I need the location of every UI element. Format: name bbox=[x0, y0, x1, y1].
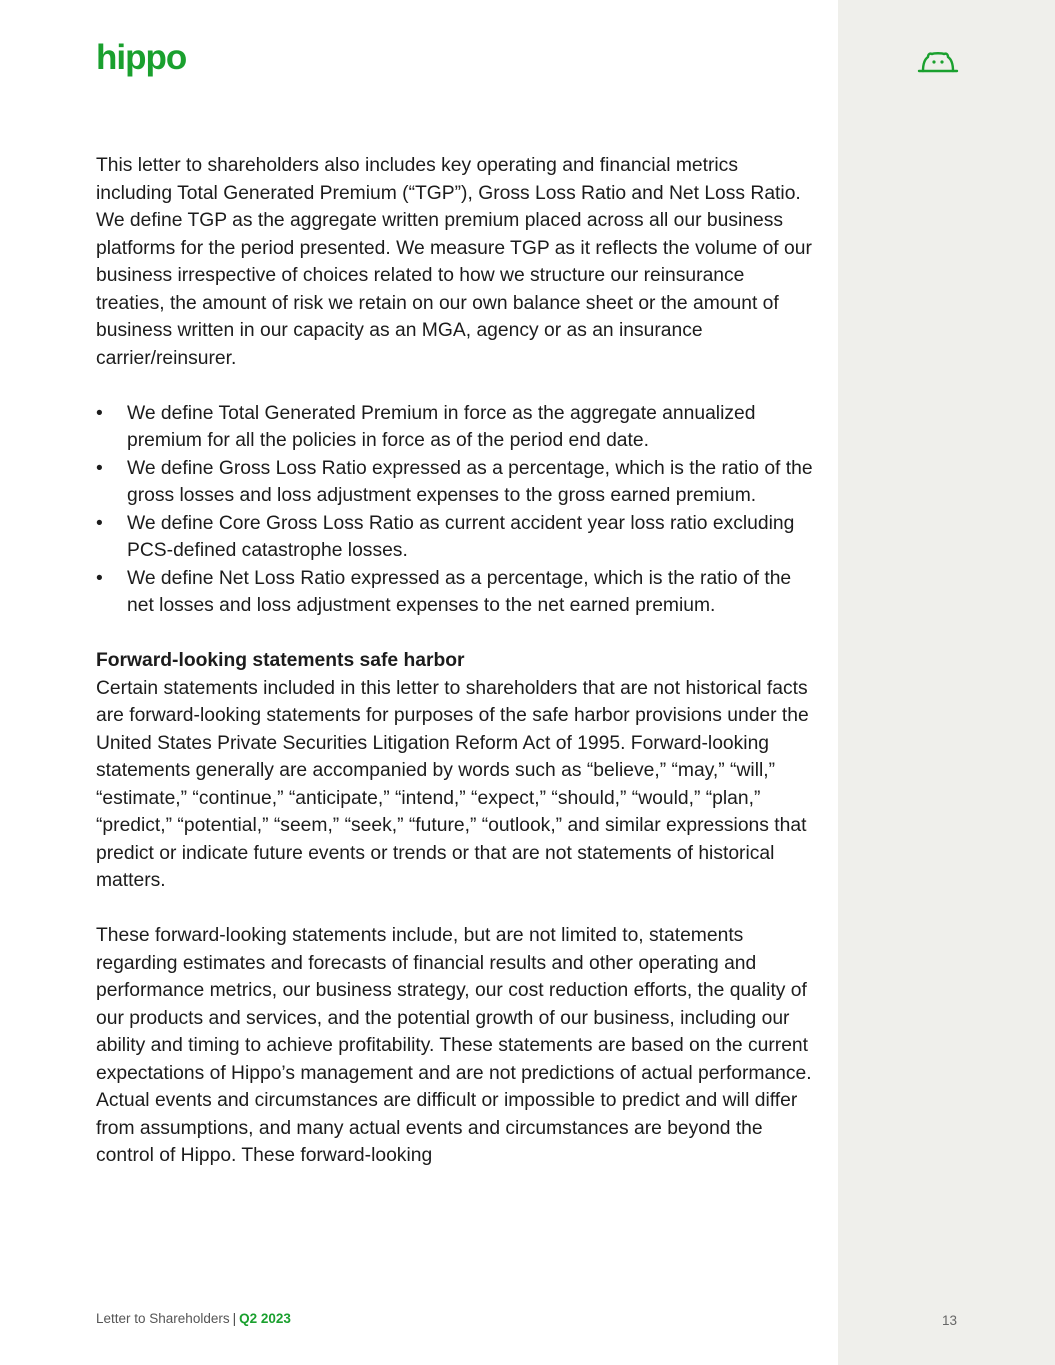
list-item bbox=[96, 510, 816, 565]
bullet-icon: • bbox=[96, 402, 103, 424]
list-item bbox=[96, 565, 816, 620]
footer-doc-title: Letter to Shareholders bbox=[96, 1311, 230, 1326]
bullet-icon: • bbox=[96, 457, 103, 479]
list-item bbox=[96, 455, 816, 510]
footer-quarter: Q2 2023 bbox=[239, 1311, 291, 1326]
page-number: 13 bbox=[942, 1313, 958, 1328]
definitions-list bbox=[96, 400, 816, 620]
bullet-icon: • bbox=[96, 567, 103, 589]
list-item-text: We define Total Generated Premium in force as the aggregate annualized premium for all the policies in force as of the period end date. bbox=[127, 402, 756, 451]
list-item-text: We define Gross Loss Ratio expressed as a percentage, which is the ratio of the gross losses and loss adjustment expenses to the gross earned premium. bbox=[127, 457, 813, 506]
forward-looking-paragraph: These forward-looking statements include, but are not limited to, statements regarding estimates and forecasts of financial results and other operating and performance metrics, our business strategy, our cost reduction efforts, the quality of our products and services, and the potential growth of our business, including our ability and timing to achieve profitability. These statements are based on the current expectations of Hippo’s management and are not predictions of actual performance. Actual events and circumstances are difficult or impossible to predict and will differ from assumptions, and many actual events and circumstances are beyond the control of Hippo. These forward-looking bbox=[96, 925, 812, 1166]
safe-harbor-paragraph: Certain statements included in this letter to shareholders that are not historical facts are forward-looking statements for purposes of the safe harbor provisions under the United States Private Securities Litigation Reform Act of 1995. Forward-looking statements generally are accompanied by words such as “believe,” “may,” “will,” “estimate,” “continue,” “anticipate,” “intend,” “expect,” “should,” “would,” “plan,” “predict,” “potential,” “seem,” “seek,” “future,” “outlook,” and similar expressions that predict or indicate future events or trends or that are not statements of historical matters. bbox=[96, 677, 809, 891]
right-sidebar-panel bbox=[838, 0, 1055, 1365]
section-heading: Forward-looking statements safe harbor bbox=[96, 650, 465, 671]
hippo-logo: hippo bbox=[96, 38, 187, 77]
main-content bbox=[96, 152, 816, 1170]
list-item bbox=[96, 400, 816, 455]
bullet-icon: • bbox=[96, 512, 103, 534]
footer bbox=[96, 1310, 291, 1328]
list-item-text: We define Core Gross Loss Ratio as current accident year loss ratio excluding PCS-defined catastrophe losses. bbox=[127, 512, 795, 561]
list-item-text: We define Net Loss Ratio expressed as a percentage, which is the ratio of the net losses and loss adjustment expenses to the net earned premium. bbox=[127, 567, 792, 616]
footer-separator: | bbox=[232, 1311, 237, 1326]
hippo-face-icon bbox=[916, 50, 960, 74]
intro-paragraph: This letter to shareholders also includes key operating and financial metrics including Total Generated Premium (“TGP”), Gross Loss Ratio and Net Loss Ratio. We define TGP as the aggregate written premium placed across all our business platforms for the period presented. We measure TGP as it reflects the volume of our business irrespective of choices related to how we structure our reinsurance treaties, the amount of risk we retain on our own balance sheet or the amount of business written in our capacity as an MGA, agency or as an insurance carrier/reinsurer. bbox=[96, 155, 812, 369]
